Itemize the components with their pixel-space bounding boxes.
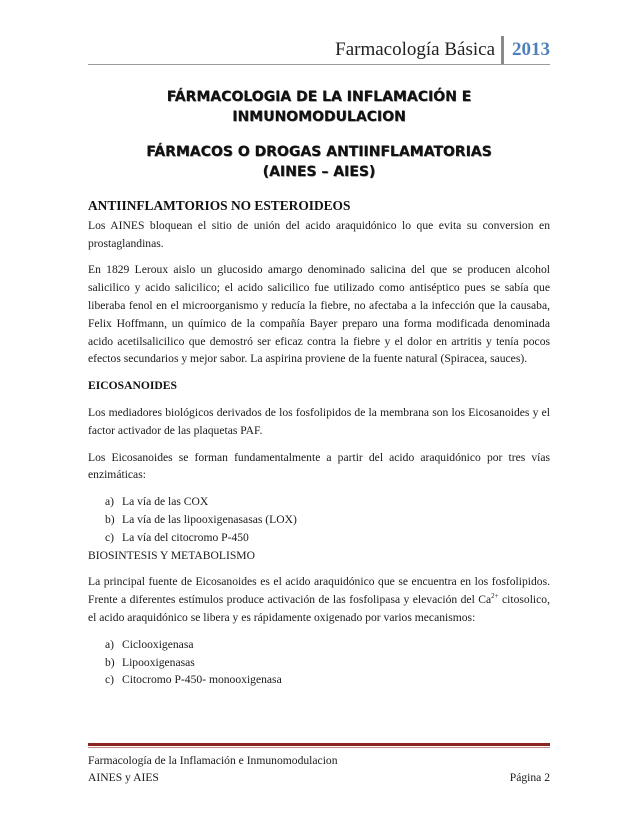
list-item-text: Ciclooxigenasa bbox=[122, 637, 194, 651]
page-footer bbox=[88, 752, 550, 786]
main-title bbox=[88, 87, 550, 127]
list-item-letter: b) bbox=[105, 512, 115, 526]
section-heading: ANTIINFLAMTORIOS NO ESTEROIDEOS bbox=[88, 198, 351, 213]
footer-subtitle: AINES y AIES bbox=[88, 771, 159, 784]
list-item-letter: b) bbox=[105, 655, 115, 669]
list-item bbox=[88, 654, 550, 672]
paragraph-history: En 1829 Leroux aislo un glucosido amargo denominado salicina del que se producen alcohol salicilico y acido salicilico; el acido salicilico fue utilizado como antiséptico pues se sabía que liberaba fenol en el microorganismo y reducía la fiebre, no afectaba a la infección que la causaba, Felix Hoffmann, un químico de la compañía Bayer preparo una forma modificada denominada acido acetilsalicilico que demostró ser eficaz contra la fiebre y el dolor en artritis y tenía pocos efectos secundarios y mejor sabor. La aspirina proviene de la fuente natural (Spiracea, sauces). bbox=[88, 263, 550, 366]
list-item-letter: c) bbox=[105, 530, 115, 544]
enzyme-pathways-list bbox=[88, 493, 550, 546]
biosintesis-heading: BIOSINTESIS Y METABOLISMO bbox=[88, 548, 255, 562]
main-title-line-1: FÁRMACOLOGIA DE LA INFLAMACIÓN E bbox=[166, 89, 472, 105]
list-item-text: La vía de las COX bbox=[122, 495, 209, 509]
page-number: Página 2 bbox=[509, 771, 550, 784]
paragraph-aines: Los AINES bloquean el sitio de unión del acido araquidónico lo que evita su conversion en prostaglandinas. bbox=[88, 218, 550, 250]
list-item-text: La vía del citocromo P-450 bbox=[122, 530, 249, 544]
paragraph-fuente bbox=[88, 573, 550, 626]
document-body bbox=[88, 197, 550, 698]
footer-line-2 bbox=[88, 769, 550, 786]
sub-title bbox=[88, 142, 550, 182]
page-header bbox=[335, 36, 550, 64]
list-item-letter: a) bbox=[105, 637, 115, 651]
calcium-charge-superscript: 2+ bbox=[491, 592, 499, 601]
main-title-line-2: INMUNOMODULACION bbox=[232, 109, 406, 125]
list-item-text: Lipooxigenasas bbox=[122, 655, 195, 669]
list-item bbox=[88, 636, 550, 654]
footer-line-1: Farmacología de la Inflamación e Inmunomodulacion bbox=[88, 754, 338, 767]
paragraph-fuente-part-1: La principal fuente de Eicosanoides es el acido araquidónico que se encuentra en los fosfolipidos. Frente a diferentes estímulos produce activación de las fosfolipasa y elevación del Ca bbox=[88, 575, 550, 607]
list-item bbox=[88, 529, 550, 547]
list-item bbox=[88, 493, 550, 511]
eicosanoides-heading: EICOSANOIDES bbox=[88, 379, 177, 393]
header-rule bbox=[88, 64, 550, 65]
header-year: 2013 bbox=[512, 39, 550, 60]
list-item-letter: c) bbox=[105, 673, 115, 687]
mechanisms-list bbox=[88, 636, 550, 689]
list-item-letter: a) bbox=[105, 495, 115, 509]
footer-rule-thin bbox=[88, 747, 550, 748]
sub-title-line-1: FÁRMACOS O DROGAS ANTIINFLAMATORIAS bbox=[146, 144, 492, 160]
list-item bbox=[88, 671, 550, 689]
list-item-text: La vía de las lipooxigenasasas (LOX) bbox=[122, 512, 297, 526]
list-item-text: Citocromo P-450- monooxigenasa bbox=[122, 673, 282, 687]
paragraph-vias: Los Eicosanoides se forman fundamentalmente a partir del acido araquidónico por tres vías enzimáticas: bbox=[88, 450, 550, 482]
list-item bbox=[88, 511, 550, 529]
footer-rule bbox=[88, 743, 550, 746]
paragraph-mediadores: Los mediadores biológicos derivados de los fosfolipidos de la membrana son los Eicosanoides y el factor activador de las plaquetas PAF. bbox=[88, 405, 550, 437]
paragraph-fuente-part-2: citosolico, el acido araquidónico se libera y es rápidamente oxigenado por varios mecanismos: bbox=[88, 593, 550, 624]
sub-title-line-2: (AINES – AIES) bbox=[262, 164, 376, 180]
header-title: Farmacología Básica bbox=[335, 39, 495, 60]
